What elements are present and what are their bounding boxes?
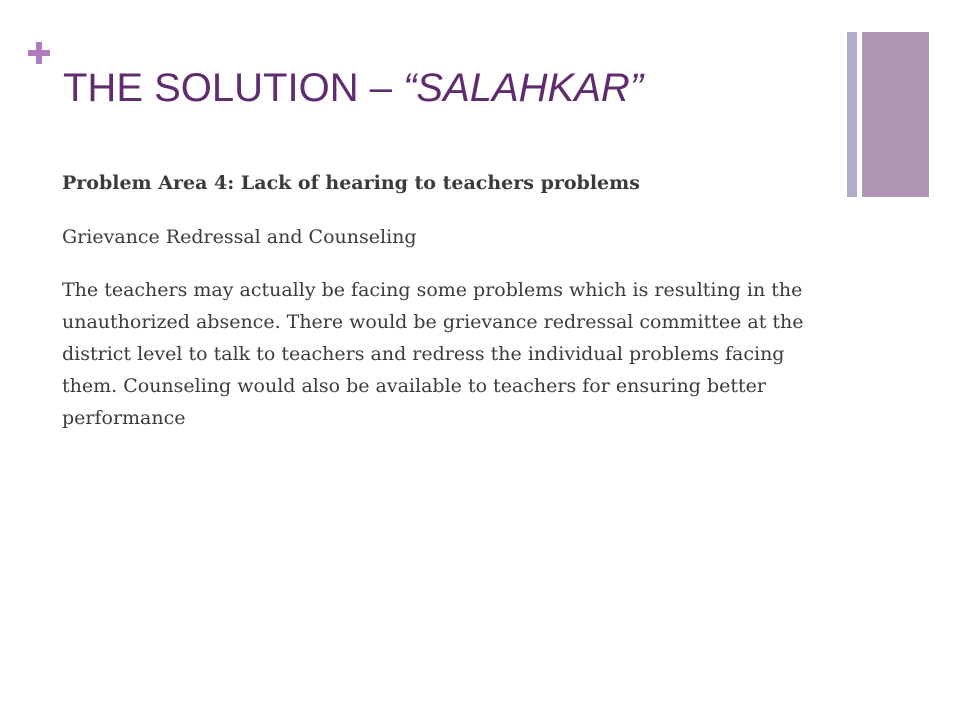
slide-title xyxy=(63,62,823,114)
slide-title-quoted-name: “SALAHKAR” xyxy=(403,66,644,110)
slide-content xyxy=(62,166,822,434)
solution-description: The teachers may actually be facing some problems which is resulting in the unauthorized absence. There would be grievance redressal committee at the district level to talk to teachers and redress the individual problems facing them. Counseling would also be available to teachers for ensuring better performance xyxy=(62,279,804,429)
decorative-bar-thin xyxy=(847,32,857,197)
slide-title-prefix: THE SOLUTION – xyxy=(63,66,404,110)
solution-name: Grievance Redressal and Counseling xyxy=(62,226,417,248)
plus-icon-vertical-bar xyxy=(36,42,42,64)
problem-area-heading: Problem Area 4: Lack of hearing to teachers problems xyxy=(62,172,640,194)
decorative-bar-wide xyxy=(862,32,929,197)
plus-icon xyxy=(28,42,50,64)
